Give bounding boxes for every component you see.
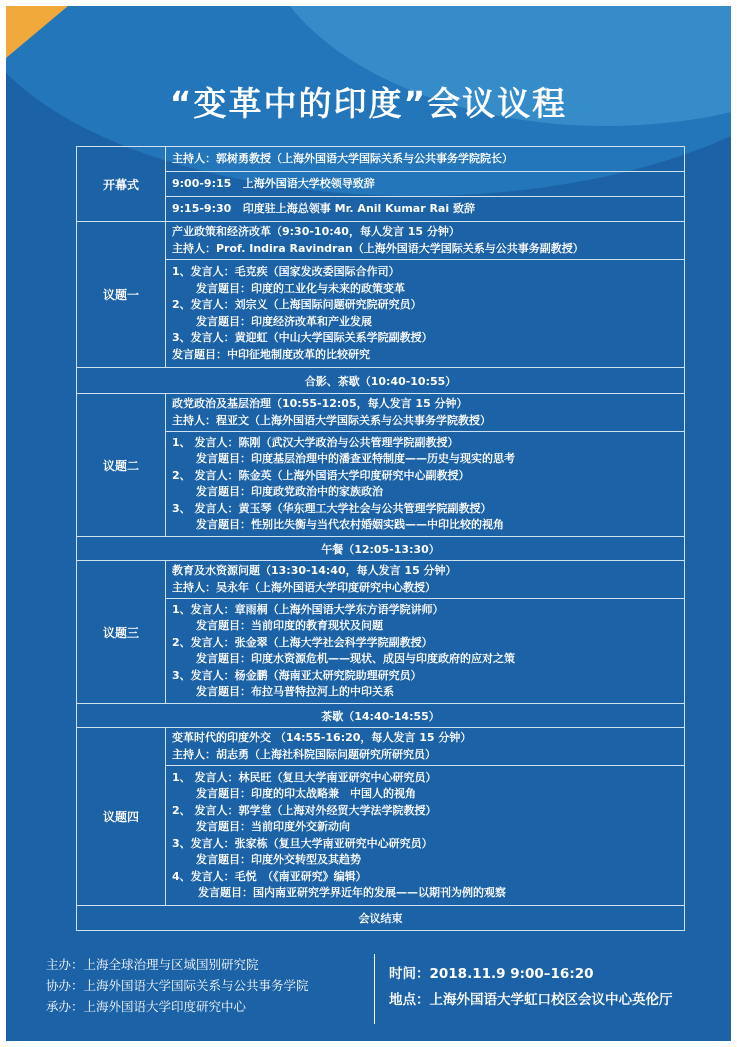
organizer-undertaker: 承办：上海外国语大学印度研究中心 [46,999,247,1014]
opening-label: 开幕式 [77,147,166,222]
opening-item-text: 上海外国语大学校领导致辞 [242,176,375,190]
topic-label: 议题四 [77,728,166,906]
speaker-line: 1、发言人：毛克疾（国家发改委国际合作司） [172,265,400,278]
speaker-line: 1、 发言人：林民旺（复旦大学南亚研究中心研究员） [172,770,437,784]
speaker-line: 发言题目：性别比失衡与当代农村婚姻实践——中印比较的视角 [196,518,504,531]
speaker-line: 发言题目：当前印度外交新动向 [196,820,350,833]
speaker-line: 发言题目：国内南亚研究学界近年的发展——以期刊为例的观察 [198,886,506,899]
topic-heading: 教育及水资源问题（13:30-14:40，每人发言 15 分钟） [172,564,457,577]
opening-row-item [77,172,685,197]
topic-row-speakers [77,260,685,368]
break-row [77,368,685,394]
topic-speakers-cell [166,766,685,906]
speaker-line: 发言题目：印度政党政治中的家族政治 [196,485,383,498]
speaker-line: 发言题目：当前印度的教育现状及问题 [196,619,383,632]
speaker-line: 发言题目：印度的印太战略兼 中国人的视角 [196,787,416,800]
closing-row [77,906,685,931]
speaker-line: 3、发言人：杨金鹏（海南亚太研究院助理研究员） [172,668,422,682]
opening-host: 主持人：郭树勇教授（上海外国语大学国际关系与公共事务学院院长） [166,147,685,172]
opening-row-host [77,147,685,172]
speaker-line: 发言题目：印度水资源危机——现状、成因与印度政府的应对之策 [196,652,515,665]
topic-label: 议题三 [77,561,166,704]
speaker-line: 发言题目：布拉马普特拉河上的中印关系 [196,685,394,698]
opening-item-time: 9:00-9:15 [172,176,232,190]
time-place-block [389,961,673,1013]
topic-heading: 产业政策和经济改革（9:30-10:40，每人发言 15 分钟） [172,225,460,238]
break-label: 合影、茶歇（10:40-10:55） [77,368,685,394]
conference-poster [6,6,731,1041]
organizer-host: 主办：上海全球治理与区域国别研究院 [46,957,259,972]
event-time: 时间：2018.11.9 9:00–16:20 [389,966,594,982]
speaker-line: 发言题目：印度外交转型及其趋势 [196,853,361,866]
topic-heading-cell [166,394,685,432]
topic-speakers-cell [166,260,685,368]
topic-heading-cell [166,222,685,260]
topic-row-speakers [77,766,685,906]
speaker-line: 发言题目：印度基层治理中的潘查亚特制度——历史与现实的思考 [196,452,515,465]
topic-row-speakers [77,599,685,704]
opening-row-item [77,197,685,222]
page-title: “变革中的印度”会议议程 [169,84,568,123]
opening-item-time: 9:15-9:30 [172,201,232,215]
opening-item-text: 印度驻上海总领事 Mr. Anil Kumar Rai 致辞 [242,201,475,215]
topic-row-heading [77,728,685,766]
break-row [77,704,685,728]
speaker-line: 3、 发言人：黄玉琴（华东理工大学社会与公共管理学院副教授） [172,501,492,515]
speaker-line: 3、发言人：张家栋（复旦大学南亚研究中心研究员） [172,836,433,850]
speaker-line: 2、发言人：刘宗义（上海国际问题研究院研究员） [172,298,422,311]
agenda-table [76,146,685,931]
speaker-line: 2、 发言人：陈金英（上海外国语大学印度研究中心副教授） [172,468,470,482]
closing-label: 会议结束 [77,906,685,931]
break-label: 午餐（12:05-13:30） [77,537,685,561]
topic-row-speakers [77,432,685,537]
topic-heading-cell [166,728,685,766]
speaker-line: 4、发言人：毛悦 （《南亚研究》编辑） [172,869,367,883]
speaker-line: 1、 发言人：陈刚（武汉大学政治与公共管理学院副教授） [172,435,459,449]
speaker-line: 发言题目：印度的工业化与未来的政策变革 [196,281,405,295]
topic-label: 议题一 [77,222,166,368]
topic-host: 主持人：程亚文（上海外国语大学国际关系与公共事务学院教授） [172,413,491,427]
topic-host: 主持人：吴永年（上海外国语大学印度研究中心教授） [172,580,436,594]
event-place: 地点：上海外国语大学虹口校区会议中心英伦厅 [389,992,673,1008]
break-row [77,537,685,561]
speaker-line: 发言题目：中印征地制度改革的比较研究 [172,347,370,361]
organizers-block [46,954,309,1017]
footer-divider [374,954,375,1024]
speaker-line: 2、 发言人：郭学堂（上海对外经贸大学法学院教授） [172,803,437,817]
speaker-line: 发言题目：印度经济改革和产业发展 [196,314,372,328]
topic-row-heading [77,561,685,599]
opening-item [166,172,685,197]
topic-heading: 政党政治及基层治理（10:55-12:05，每人发言 15 分钟） [172,397,468,410]
topic-speakers-cell [166,432,685,537]
topic-row-heading [77,394,685,432]
topic-row-heading [77,222,685,260]
speaker-line: 3、发言人：黄迎虹（中山大学国际关系学院副教授） [172,331,433,344]
topic-heading-cell [166,561,685,599]
opening-item [166,197,685,222]
orange-corner-decoration [6,6,76,76]
break-label: 茶歇（14:40-14:55） [77,704,685,728]
speaker-line: 2、发言人：张金翠（上海大学社会科学学院副教授） [172,635,433,649]
topic-host: 主持人：Prof. Indira Ravindran（上海外国语大学国际关系与公共事务副教授） [172,241,584,255]
topic-heading: 变革时代的印度外交 （14:55-16:20，每人发言 15 分钟） [172,731,472,744]
topic-speakers-cell [166,599,685,704]
organizer-co-host: 协办：上海外国语大学国际关系与公共事务学院 [46,978,309,993]
speaker-line: 1、发言人：章雨桐（上海外国语大学东方语学院讲师） [172,602,444,616]
topic-label: 议题二 [77,394,166,537]
topic-host: 主持人：胡志勇（上海社科院国际问题研究所研究员） [172,747,436,761]
